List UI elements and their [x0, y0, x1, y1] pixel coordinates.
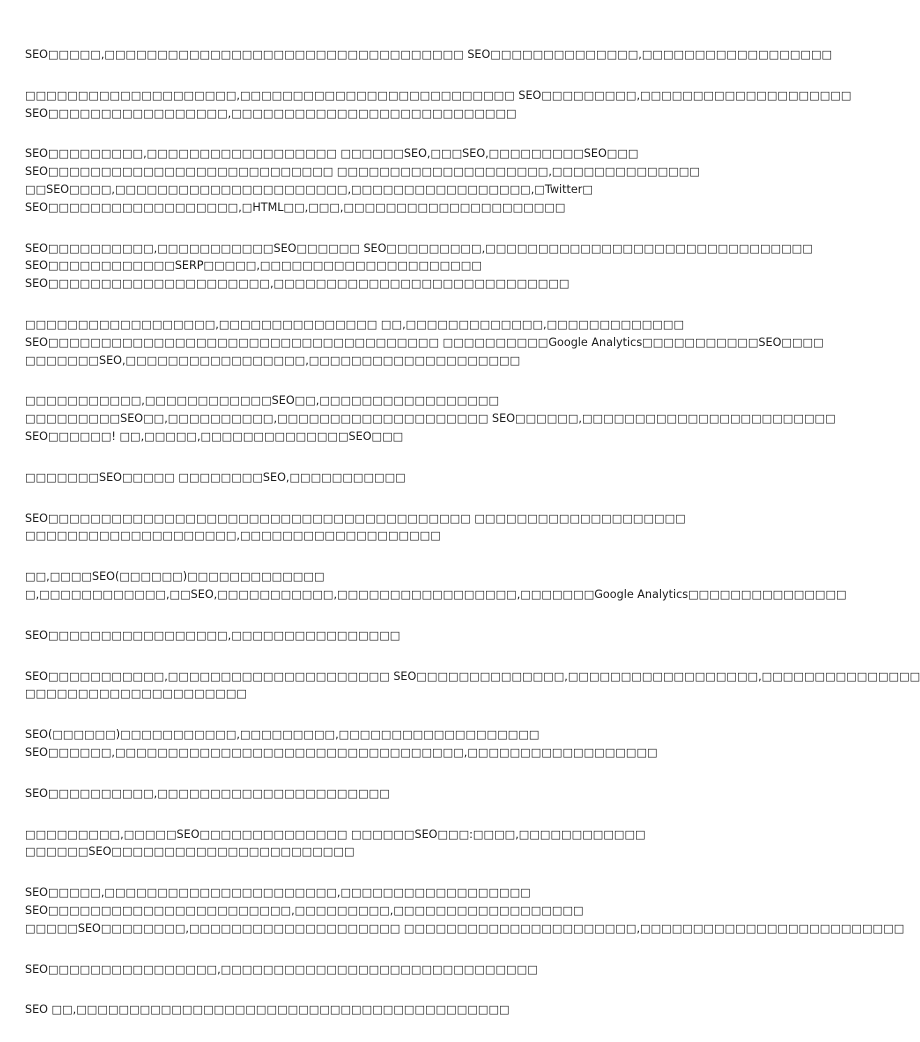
text-line: □□□□□□□□□□□□□□□□□□□□,□□□□□□□□□□□□□□□□□□□□□□□□□□ SEO□□□□□□□□□,□□□□□□□□□□□□□□□□□□□□	[25, 88, 852, 102]
text-line: SEO□□□□□□□□□□,□□□□□□□□□□□□□□□□□□□□□□	[25, 786, 390, 800]
text-line: SEO□□□□□□□□□□□□□□□□□,□□□□□□□□□□□□□□□□	[25, 628, 401, 642]
paragraph	[25, 884, 905, 937]
paragraph	[25, 469, 715, 487]
paragraph	[25, 627, 715, 645]
text-line: SEO□□□□□□□□□□,□□□□□□□□□□□SEO□□□□□□ SEO□□□□□□□□□,□□□□□□□□□□□□□□□□□□□□□□□□□□□□□□□	[25, 241, 813, 255]
text-line: □□□□□□□□□□□□□□□□□□,□□□□□□□□□□□□□□□ □□,□□□□□□□□□□□□□,□□□□□□□□□□□□□	[25, 317, 685, 331]
text-line: SEO □□,□□□□□□□□□□□□□□□□□□□□□□□□□□□□□□□□□□□□□□□□□	[25, 1003, 510, 1017]
paragraph	[25, 785, 715, 803]
text-line: □□,□□□□SEO(□□□□□□)□□□□□□□□□□□□□	[25, 570, 325, 584]
paragraph	[25, 726, 715, 762]
paragraph	[25, 87, 852, 123]
text-line: □□□□□□□□□□□,□□□□□□□□□□□□SEO□□,□□□□□□□□□□□□□□□□□	[25, 394, 500, 408]
paragraph	[25, 392, 836, 445]
text-line: SEO□□□□□□□□□□□□□□□□,□□□□□□□□□□□□□□□□□□□□□□□□□□□□□□	[25, 962, 538, 976]
document-body	[25, 46, 920, 1042]
text-line: SEO□□□□□,□□□□□□□□□□□□□□□□□□□□□□,□□□□□□□□□□□□□□□□□□	[25, 886, 531, 900]
paragraph	[25, 240, 813, 293]
text-line: □□□□□□□□□□□□□□□□□□□□□	[25, 687, 247, 701]
text-line: SEO□□□□□□,□□□□□□□□□□□□□□□□□□□□□□□□□□□□□□□□□,□□□□□□□□□□□□□□□□□□	[25, 745, 658, 759]
text-line: □□□□□□□SEO□□□□□ □□□□□□□□SEO,□□□□□□□□□□□	[25, 470, 406, 484]
text-line: SEO□□□□□,□□□□□□□□□□□□□□□□□□□□□□□□□□□□□□□□□□ SEO□□□□□□□□□□□□□□,□□□□□□□□□□□□□□□□□□	[25, 48, 833, 61]
text-line: SEO□□□□□□□□□□□,□□□□□□□□□□□□□□□□□□□□□ SEO□□□□□□□□□□□□□□,□□□□□□□□□□□□□□□□□□,□□□□□□□□□□□□□□□	[25, 669, 920, 683]
text-line: □□□□□□SEO□□□□□□□□□□□□□□□□□□□□□□□	[25, 845, 355, 859]
text-line: □□SEO□□□□,□□□□□□□□□□□□□□□□□□□□□□,□□□□□□□□□□□□□□□□□,□Twitter□	[25, 182, 593, 196]
paragraph	[25, 826, 715, 862]
text-line: □□□□□SEO□□□□□□□□,□□□□□□□□□□□□□□□□□□□□ □□□□□□□□□□□□□□□□□□□□□□,□□□□□□□□□□□□□□□□□□□□□□□□□	[25, 921, 905, 935]
text-line: SEO□□□□□□□□□□□□□□□□□□□□□□□,□□□□□□□□□,□□□□□□□□□□□□□□□□□□	[25, 903, 584, 917]
paragraph	[25, 1001, 715, 1019]
text-line: □□□□□□□□□SEO□□,□□□□□□□□□□,□□□□□□□□□□□□□□□□□□□□ SEO□□□□□□,□□□□□□□□□□□□□□□□□□□□□□□□	[25, 412, 836, 426]
paragraph	[25, 568, 847, 604]
text-line: □□□□□□□□□□□□□□□□□□□□,□□□□□□□□□□□□□□□□□□□	[25, 529, 441, 543]
text-line: SEO□□□□□□! □□,□□□□□,□□□□□□□□□□□□□□SEO□□□	[25, 429, 404, 443]
text-line: □,□□□□□□□□□□□□,□□SEO,□□□□□□□□□□□,□□□□□□□□□□□□□□□□□,□□□□□□□Google Analytics□□□□□□□□□□□□□□□	[25, 587, 847, 601]
text-line: SEO□□□□□□□□□□□□□□□□□□□□□□□□□□□ □□□□□□□□□□□□□□□□□□□□,□□□□□□□□□□□□□□	[25, 165, 700, 179]
paragraph	[25, 961, 715, 979]
text-line: □□□□□□□SEO,□□□□□□□□□□□□□□□□□,□□□□□□□□□□□□□□□□□□□□	[25, 353, 521, 367]
text-line: SEO□□□□□□□□□□□□□□□□□,□□□□□□□□□□□□□□□□□□□□□□□□□□□	[25, 106, 517, 120]
paragraph	[25, 46, 833, 64]
text-line: SEO(□□□□□□)□□□□□□□□□□□,□□□□□□□□□,□□□□□□□□□□□□□□□□□□□	[25, 728, 540, 742]
text-line: SEO□□□□□□□□□□□□□□□□□□□□□,□□□□□□□□□□□□□□□□□□□□□□□□□□□□	[25, 277, 570, 291]
text-line: SEO□□□□□□□□□□□□□□□□□□□□□□□□□□□□□□□□□□□□□□□□ □□□□□□□□□□□□□□□□□□□□	[25, 511, 686, 525]
text-line: □□□□□□□□□,□□□□□SEO□□□□□□□□□□□□□□ □□□□□□SEO□□□:□□□□,□□□□□□□□□□□□	[25, 827, 646, 841]
paragraph	[25, 316, 824, 369]
paragraph	[25, 145, 715, 216]
paragraph	[25, 668, 920, 704]
paragraph	[25, 510, 715, 546]
text-line: SEO□□□□□□□□□,□□□□□□□□□□□□□□□□□□ □□□□□□SEO,□□□SEO,□□□□□□□□□SEO□□□	[25, 147, 639, 161]
text-line: SEO□□□□□□□□□□□□□□□□□□□□□□□□□□□□□□□□□□□□□ □□□□□□□□□□Google Analytics□□□□□□□□□□□SEO□□□□	[25, 335, 824, 349]
text-line: SEO□□□□□□□□□□□□SERP□□□□□,□□□□□□□□□□□□□□□□□□□□□	[25, 259, 482, 273]
text-line: SEO□□□□□□□□□□□□□□□□□□,□HTML□□,□□□,□□□□□□□□□□□□□□□□□□□□□	[25, 200, 566, 214]
